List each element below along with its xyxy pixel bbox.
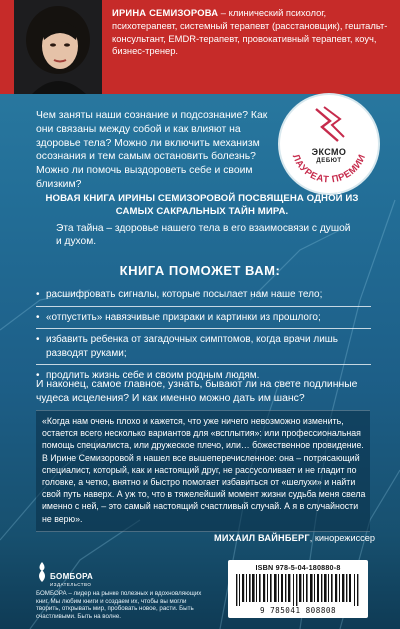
intro-text: Чем заняты наши сознание и подсознание? Как они связаны между собой и как влияют на здоровье тела? Можно ли включить механизм осознания и тем самым остановить болезнь? Можно ли помочь выздороветь себе и своим близким?	[36, 110, 268, 190]
lead-subtext: Эта тайна – здоровье нашего тела в его взаимосвязи с душой и духом.	[56, 223, 351, 248]
lead-headline: НОВАЯ КНИГА ИРИНЫ СЕМИЗОРОВОЙ ПОСВЯЩЕНА ОДНОЙ ИЗ САМЫХ САКРАЛЬНЫХ ТАЙН МИРА.	[45, 193, 359, 217]
publisher-name: БОМБОРА	[50, 572, 94, 581]
quote-author-role: , кинорежиссер	[309, 533, 375, 543]
svg-text:ЛАУРЕАТ ПРЕМИИ	[290, 153, 368, 186]
author-description: – клинический психолог, психотерапевт, системный терапевт (расстановщик), гештальт-консультант, EMDR-терапевт, провокативный терапевт, коуч, бизнес-тренер.	[112, 7, 388, 57]
author-bio	[112, 7, 394, 58]
barcode-icon	[236, 574, 360, 606]
final-question: И наконец, самое главное, узнать, бывают ли на свете подлинные чудеса исцеления? И как именно можно дать им шанс?	[36, 379, 358, 404]
publisher-sub: ИЗДАТЕЛЬСТВО	[50, 582, 92, 587]
barcode-digits: 9 785041 808808	[259, 606, 337, 615]
helps-item: • «отпустить» навязчивые призраки и картинки из прошлого;	[36, 307, 371, 330]
helps-item: • продлить жизнь себе и своим родным людям.	[36, 365, 371, 387]
award-badge	[280, 95, 378, 193]
quote-attribution	[190, 533, 375, 543]
isbn-text: ISBN 978-5-04-180880-8	[255, 563, 341, 572]
helps-list	[36, 284, 371, 387]
quote-text: «Когда нам очень плохо и кажется, что уже ничего невозможно изменить, остается всего несколько вариантов для «всплытия»: или профессиональная помощь специалиста, или дружеское плечо, или… божественное провидение. В Ирине Семизоровой я нашел все вышеперечисленное: она – потрясающий специалист, который, как и настоящий друг, не рассусоливает и не гладит по головке, а четко, внятно и быстро помогает избавиться от «шелухи» и найти свой путь наверх. А уж то, что в тяжелейший момент жизни судьба меня свела именно с ней, – это самый настоящий счастливый случай. А я в случайности не верю».	[42, 416, 366, 524]
bombora-logo-icon	[36, 562, 48, 582]
author-portrait	[14, 0, 102, 94]
quote-author-name: МИХАИЛ ВАЙНБЕРГ	[214, 533, 310, 543]
badge-award-ring	[280, 95, 378, 193]
helps-item: • расшифровать сигналы, которые посылает нам наше тело;	[36, 284, 371, 307]
badge-award-text: ЛАУРЕАТ ПРЕМИИ	[289, 152, 369, 186]
helps-item: • избавить ребенка от загадочных симптомов, когда врачи лишь разводят руками;	[36, 329, 371, 365]
barcode-block	[228, 560, 368, 618]
badge-publisher: ЭКСМО	[311, 147, 347, 157]
publisher-description: БОМБОРА – лидер на рынке полезных и вдохновляющих книг. Мы любим книги и создаем их, чтобы вы могли творить, открывать мир, пробовать новое, расти. Быть счастливыми. Быть на волне.	[36, 590, 202, 620]
author-name: ИРИНА СЕМИЗОРОВА	[112, 7, 219, 18]
helps-heading: КНИГА ПОМОЖЕТ ВАМ:	[119, 263, 281, 278]
badge-debut: ДЕБЮТ	[316, 158, 342, 164]
